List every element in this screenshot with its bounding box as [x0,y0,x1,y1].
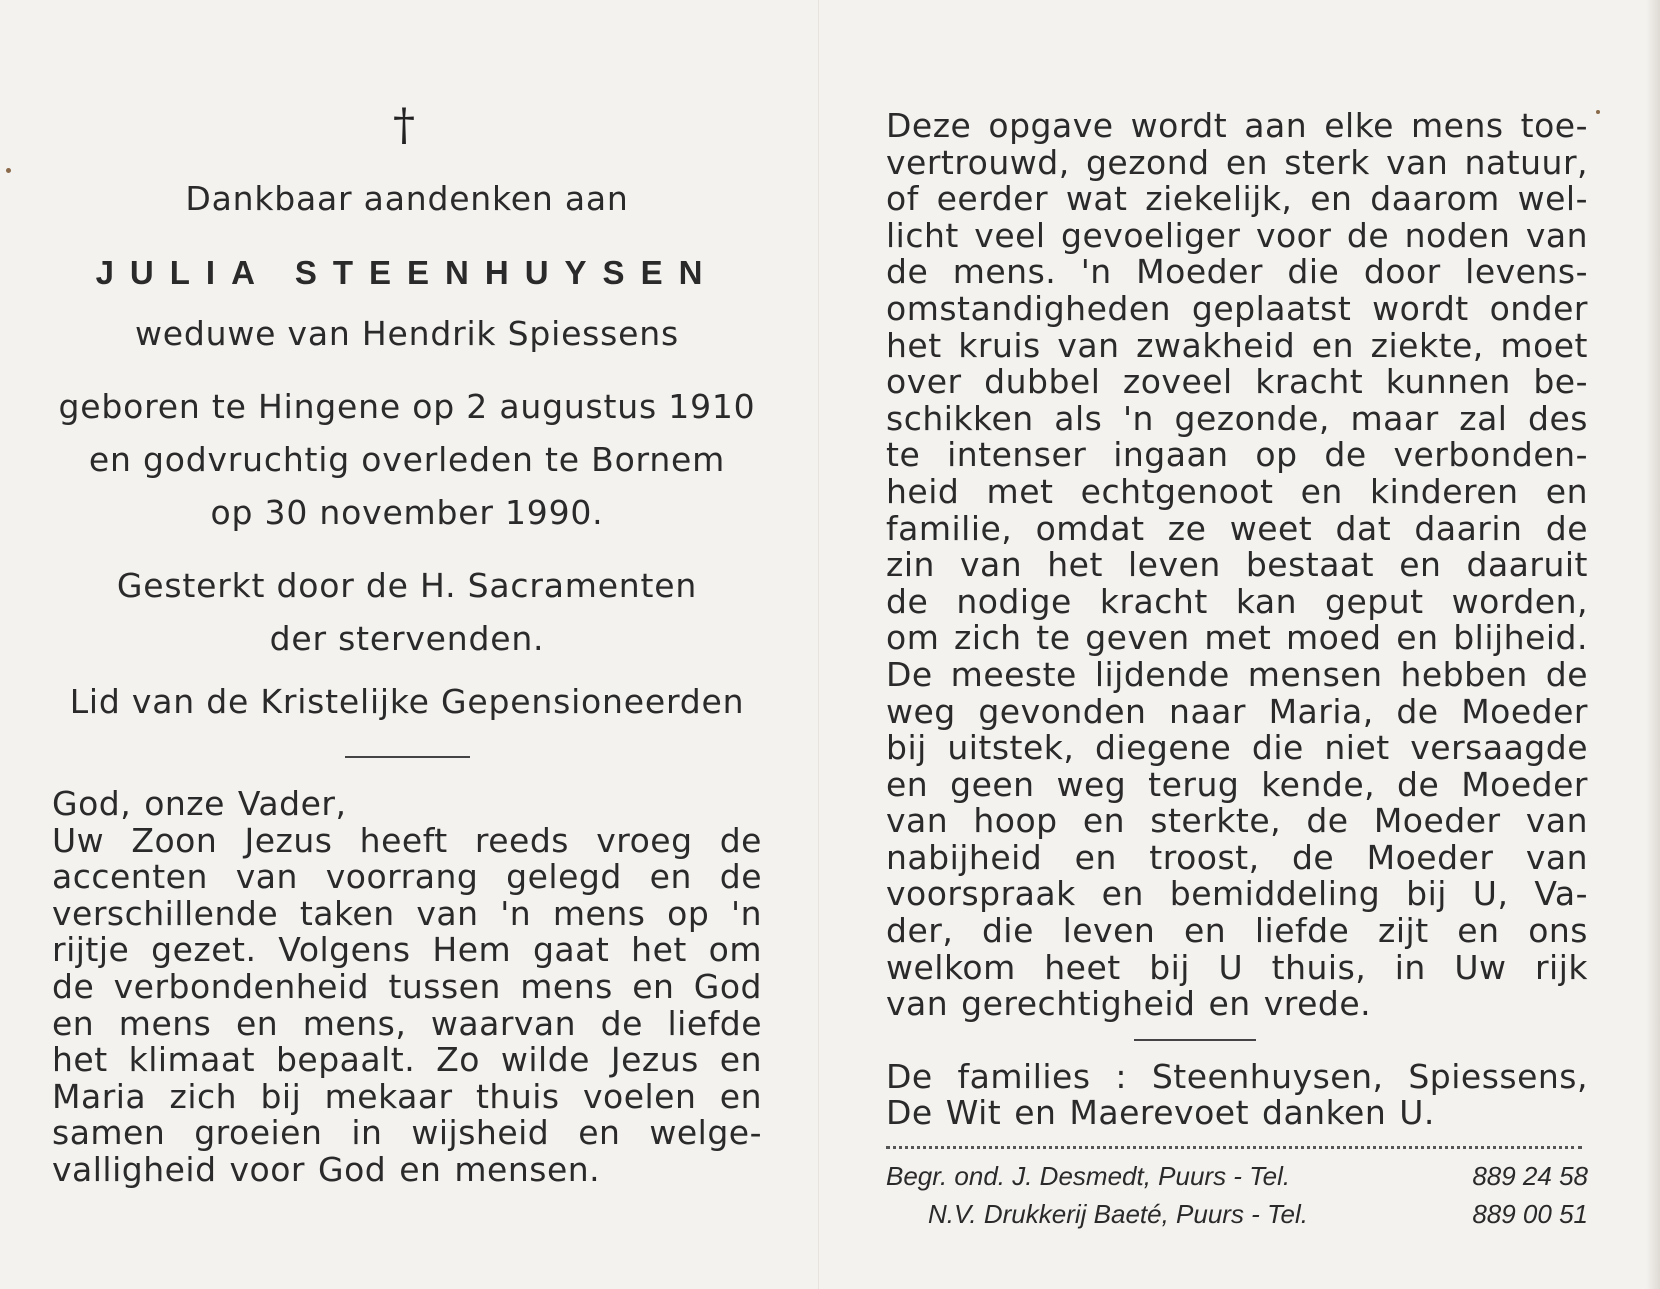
prayer-line: valligheid voor God en mensen. [52,1149,601,1189]
meditation-text [886,108,1588,1023]
birth-line: geboren te Hingene op 2 augustus 1910 [58,387,756,426]
text-line: schikken als 'n gezonde, maar zal des [886,398,1588,438]
dotted-divider [886,1146,1582,1149]
divider [345,756,470,758]
fold-line [818,0,819,1289]
text-line: of eerder wat ziekelijk, en daarom wel- [886,179,1588,219]
text-line: de mens. 'n Moeder die door levens- [886,252,1588,292]
text-line: om zich te geven met moed en blijheid. [886,618,1588,658]
family-line: De families : Steenhuysen, Spiessens, [886,1056,1588,1096]
speck [6,168,11,173]
text-line: welkom heet bij U thuis, in Uw rijk [886,947,1588,987]
prayer-line: God, onze Vader, [52,784,347,823]
text-line: weg gevonden naar Maria, de Moeder [886,691,1588,731]
death-date-line: op 30 november 1990. [210,493,604,532]
card-edge [1646,0,1660,1289]
credit-undertaker [886,1157,1588,1195]
text-line: en geen weg terug kende, de Moeder [886,764,1588,804]
speck [1596,110,1600,114]
prayer-line: de verbondenheid tussen mens en God [52,966,762,1006]
deceased-name: JULIA STEENHUYSEN [95,254,719,291]
undertaker-name: Begr. ond. J. Desmedt, Puurs - Tel. [886,1161,1291,1192]
left-panel [52,100,762,1189]
text-line: nabijheid en troost, de Moeder van [886,837,1588,877]
family-line: De Wit en Maerevoet danken U. [886,1093,1435,1133]
text-line: omstandigheden geplaatst wordt onder [886,288,1588,328]
prayer-text [52,786,762,1189]
text-line: heid met echtgenoot en kinderen en [886,471,1588,511]
sacrament-line: Gesterkt door de H. Sacramenten [116,566,698,605]
text-line: de nodige kracht kan geput worden, [886,581,1588,621]
text-line: familie, omdat ze weet dat daarin de [886,508,1588,548]
prayer-line: en mens en mens, waarvan de liefde [52,1003,762,1043]
credits [886,1157,1588,1233]
membership-line: Lid van de Kristelijke Gepensioneerden [69,682,745,721]
widow-line: weduwe van Hendrik Spiessens [135,314,679,353]
prayer-line: Uw Zoon Jezus heeft reeds vroeg de [52,820,762,860]
family-thanks [886,1056,1588,1133]
text-line: van hoop en sterkte, de Moeder van [886,801,1588,841]
text-line: bij uitstek, diegene die niet versaagde [886,728,1588,768]
text-line: te intenser ingaan op de verbonden- [886,435,1588,475]
prayer-line: rijtje gezet. Volgens Hem gaat het om [52,930,762,970]
text-line: voorspraak en bemiddeling bij U, Va- [886,874,1588,914]
prayer-line: samen groeien in wijsheid en welge- [52,1113,762,1153]
prayer-line: verschillende taken van 'n mens op 'n [52,893,762,933]
sacrament-line: der stervenden. [269,619,545,658]
prayer-line: accenten van voorrang gelegd en de [52,857,762,897]
text-line: over dubbel zoveel kracht kunnen be- [886,362,1588,402]
right-panel [886,108,1588,1233]
text-line: zin van het leven bestaat en daaruit [886,545,1588,585]
text-line: van gerechtigheid en vrede. [886,984,1372,1024]
prayer-line: Maria zich bij mekaar thuis voelen en [52,1076,762,1116]
cross-icon: † [393,100,415,151]
text-line: Deze opgave wordt aan elke mens toe- [886,106,1588,145]
text-line: vertrouwd, gezond en sterk van natuur, [886,142,1588,182]
text-line: der, die leven en liefde zijt en ons [886,911,1588,951]
prayer-line: het klimaat bepaalt. Zo wilde Jezus en [52,1040,762,1080]
printer-phone: 889 00 51 [1472,1199,1588,1230]
heading: Dankbaar aandenken aan [185,179,629,218]
undertaker-phone: 889 24 58 [1472,1161,1588,1192]
divider [1134,1039,1256,1041]
text-line: De meeste lijdende mensen hebben de [886,654,1588,694]
credit-printer [886,1195,1588,1233]
text-line: het kruis van zwakheid en ziekte, moet [886,325,1588,365]
printer-name: N.V. Drukkerij Baeté, Puurs - Tel. [928,1199,1309,1230]
text-line: licht veel gevoeliger voor de noden van [886,215,1588,255]
death-line: en godvruchtig overleden te Bornem [88,440,726,479]
